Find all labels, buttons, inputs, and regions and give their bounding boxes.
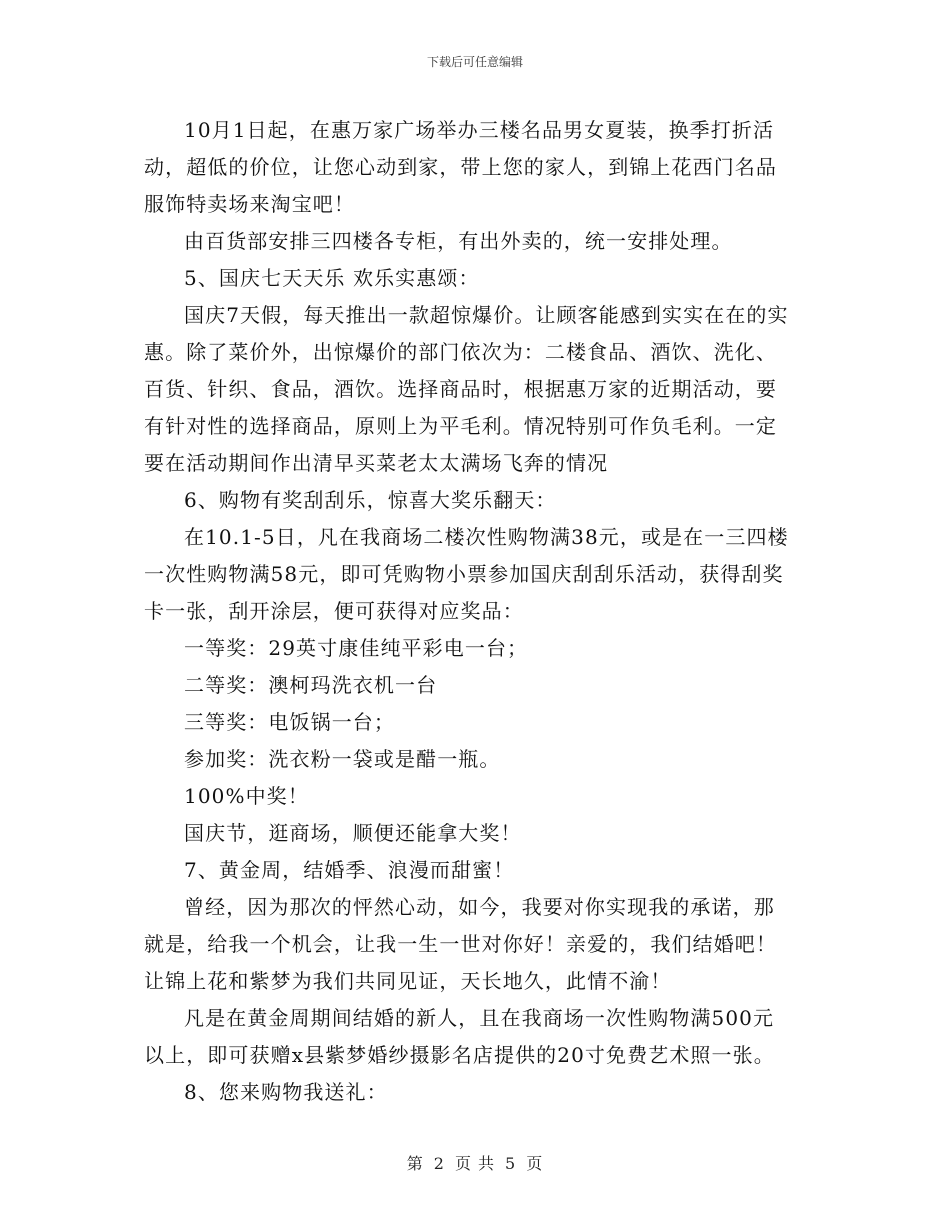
section-heading: 8、您来购物我送礼： [184,1080,388,1104]
footer-middle: 页 共 [454,1154,496,1173]
paragraph: 国庆7天假，每天推出一款超惊爆价。让顾客能感到实实在在的实惠。除了菜价外，出惊爆价的部门依次为：二楼食品、酒饮、洗化、百货、针织、食品，酒饮。选择商品时，根据惠万家的近期活动，要有针对性的选择商品，原则上为平毛利。情况特别可作负毛利。一定要在活动期间作出清早买菜老太太满场飞奔的情况 [144,303,789,475]
header-note: 下载后可任意编辑 [426,55,523,69]
paragraph: 国庆节，逛商场，顺便还能拿大奖！ [184,821,522,845]
footer-prefix: 第 [406,1154,424,1173]
prize-item: 参加奖：洗衣粉一袋或是醋一瓶。 [184,747,501,771]
current-page-number: 2 [433,1154,445,1173]
prize-item: 一等奖：29英寸康佳纯平彩电一台； [184,636,529,660]
paragraph: 在10.1-5日，凡在我商场二楼次性购物满38元，或是在一三四楼一次性购物满58元，即可凭购物小票参加国庆刮刮乐活动，获得刮奖卡一张，刮开涂层，便可获得对应奖品： [144,525,789,623]
paragraph: 曾经，因为那次的怦然心动，如今，我要对你实现我的承诺，那就是，给我一个机会，让我一生一世对你好！亲爱的，我们结婚吧！让锦上花和紫梦为我们共同见证，天长地久，此情不渝！ [144,895,777,993]
paragraph: 凡是在黄金周期间结婚的新人，且在我商场一次性购物满500元以上，即可获赠x县紫梦婚纱摄影名店提供的20寸免费艺术照一张。 [144,1006,775,1067]
section-heading: 6、购物有奖刮刮乐，惊喜大奖乐翻天： [184,488,557,512]
section-heading: 5、国庆七天天乐 欢乐实惠颂： [184,266,480,290]
prize-item: 二等奖：澳柯玛洗衣机一台 [184,673,438,697]
paragraph: 由百货部安排三四楼各专柜，有出外卖的，统一安排处理。 [184,229,733,253]
paragraph: 10月1日起，在惠万家广场举办三楼名品男女夏装，换季打折活动，超低的价位，让您心动到家，带上您的家人，到锦上花西门名品服饰特卖场来淘宝吧！ [144,118,777,216]
prize-item: 三等奖：电饭锅一台； [184,710,395,734]
section-heading: 7、黄金周，结婚季、浪漫而甜蜜！ [184,858,515,882]
page-footer [0,1154,950,1174]
paragraph: 100%中奖！ [184,784,309,808]
document-body [144,112,794,1111]
footer-suffix: 页 [526,1154,544,1173]
total-pages-number: 5 [505,1154,517,1173]
page-header [0,54,950,70]
